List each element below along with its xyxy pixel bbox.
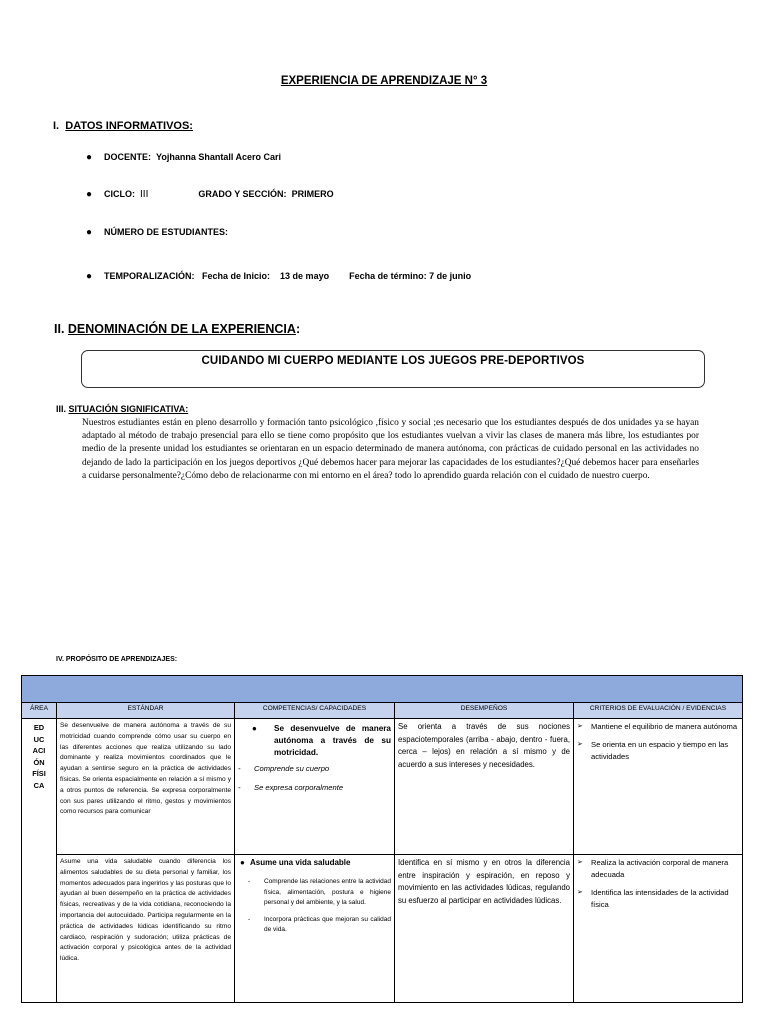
estudiantes-label: NÚMERO DE ESTUDIANTES: (104, 227, 229, 237)
table-row (22, 855, 743, 1003)
competency-title: ● Se desenvuelve de manera autónoma a través de su motricidad. (238, 721, 391, 759)
header-criteria: CRITERIOS DE EVALUACIÓN / EVIDENCIAS (574, 703, 743, 719)
document-title: EXPERIENCIA DE APRENDIZAJE N° 3 (280, 75, 488, 87)
area-text-line: ÓN (33, 757, 45, 767)
standard-cell: Asume una vida saludable cuando diferencia los alimentos saludables de su dieta personal y familiar, los momentos adecuados para ingerirlos y las posturas que lo ayudan al buen desempeño en la práctica de actividades físicas, recreativas y de la vida cotidiana, reconociendo la importancia del autocuidado. Participa regularmente en la práctica de actividades lúdicas identificando su ritmo cardiaco, respiración y sudoración; utiliza prácticas de activación corporal y psicológica antes de la actividad lúdica. (57, 855, 235, 1003)
grado-label: GRADO Y SECCIÓN: (198, 189, 287, 199)
table-row (22, 719, 743, 855)
ciclo-value: III (140, 189, 149, 200)
significant-situation-text: Nuestros estudiantes están en pleno desarrollo y formación tanto psicológico ,físico y social ;es necesario que los estudiantes después de dos unidades ya se hayan adaptado al método de trabajo presencial para ello se tiene como propósito que los estudiantes vuelvan a vivir las clases de manera más libre, los estudiantes por medio de la presente unidad los estudiantes se orientaran en un espacio determinado de manera autónoma, con prácticas de cuidado personal en las actividades no dejando de lado la participación en los juegos deportivos ¿Qué debemos hacer para mejorar las capacidades de los estudiantes?¿Qué debemos hacer para enseñarles a cuidarse personalmente?¿Cómo debo de relacionarme con mi entorno en el área? todo lo aprendido guarda relación con el cuidado de nuestro cuerpo. (82, 418, 699, 481)
section-title: DATOS INFORMATIVOS: (65, 120, 193, 132)
competency-title: ● Asume una vida saludable (240, 858, 351, 867)
arrow-icon: ➢ (577, 889, 583, 896)
section-2-heading (54, 322, 300, 336)
competency-cell (235, 719, 395, 855)
section-number: I. (53, 120, 60, 132)
performance-cell: Identifica en sí mismo y en otros la diferencia entre inspiración y espiración, en reposo y movimiento en las actividades lúdicas, regulando su esfuerzo al participar en actividades lúdicas. (395, 855, 574, 1003)
temporalizacion-label: TEMPORALIZACIÓN: (104, 271, 195, 281)
section-1-heading (53, 120, 193, 132)
criteria-cell (574, 719, 743, 855)
experience-name-box (81, 350, 705, 388)
temporalizacion-row (86, 271, 471, 282)
docente-value: Yojhanna Shantall Acero Cari (156, 152, 282, 162)
bullet-icon: ● (86, 271, 93, 282)
learning-purpose-table (21, 675, 743, 1003)
capacity-item: - Se expresa corporalmente (238, 783, 344, 792)
header-area: ÁREA (22, 703, 57, 719)
competency-cell (235, 855, 395, 1003)
bullet-icon: ● (86, 227, 93, 238)
section-3-heading (56, 404, 188, 414)
section-number: III. (56, 404, 67, 414)
grado-value: PRIMERO (291, 189, 334, 199)
header-performance: DESEMPEÑOS (395, 703, 574, 719)
arrow-icon: ➢ (577, 741, 583, 748)
standard-cell: Se desenvuelve de manera autónoma a través de su motricidad cuando comprende cómo usar su cuerpo en las diferentes acciones que realiza utilizando su lado dominante y realiza movimientos coordinados que le ayudan a sentirse seguro en la práctica de actividades físicas. Se orienta espacialmente en relación a sí mismo y a otros puntos de referencia. Se expresa corporalmente con sus pares utilizando el ritmo, gestos y movimientos como recursos para comunicar (57, 719, 235, 855)
criteria-item: ➢ Se orienta en un espacio y tiempo en las actividades (577, 740, 729, 761)
ciclo-row (86, 189, 334, 200)
criteria-cell (574, 855, 743, 1003)
bullet-icon: ● (86, 152, 93, 163)
area-text-line: CA (33, 780, 45, 790)
criteria-item: ➢ Mantiene el equilibrio de manera autónoma (577, 722, 738, 731)
section-4-heading: IV. PROPÓSITO DE APRENDIZAJES: (56, 656, 178, 663)
section-title: SITUACIÓN SIGNIFICATIVA: (68, 404, 189, 414)
bullet-icon: ● (252, 724, 257, 733)
inicio-label: Fecha de Inicio: (202, 271, 271, 281)
docente-row (86, 152, 281, 163)
inicio-value: 13 de mayo (280, 271, 330, 281)
header-standard: ESTÁNDAR (57, 703, 235, 719)
header-competencies: COMPETENCIAS/ CAPACIDADES (235, 703, 395, 719)
area-text-line: ACI (32, 746, 46, 755)
arrow-icon: ➢ (577, 723, 583, 730)
area-text-line: FÍSI (32, 769, 46, 778)
termino-label: Fecha de término: 7 de junio (349, 271, 472, 281)
area-cell (22, 719, 57, 1003)
capacity-item: - Incorpora prácticas que mejoran su calidad de vida. (248, 915, 391, 933)
criteria-item: ➢ Identifica las intensidades de la actividad física (577, 888, 729, 909)
estudiantes-row (86, 227, 228, 238)
criteria-item: ➢ Realiza la activación corporal de manera adecuada (577, 858, 729, 879)
ciclo-label: CICLO: (104, 189, 135, 199)
docente-label: DOCENTE: (104, 152, 151, 162)
capacity-item: - Comprende las relaciones entre la actividad física, alimentación, postura e higiene personal y del ambiente, y la salud. (248, 878, 391, 906)
arrow-icon: ➢ (577, 859, 583, 866)
bullet-icon: ● (86, 189, 93, 200)
bullet-icon: ● (240, 858, 245, 867)
section-colon: : (295, 322, 301, 336)
section-title: DENOMINACIÓN DE LA EXPERIENCIA (67, 322, 296, 336)
capacity-item: - Comprende su cuerpo (238, 764, 330, 773)
experience-name: CUIDANDO MI CUERPO MEDIANTE LOS JUEGOS PRE-DEPORTIVOS (201, 355, 585, 367)
area-text-line: ED (33, 723, 45, 732)
table-header-row (22, 703, 743, 719)
performance-cell: Se orienta a través de sus nociones espaciotemporales (arriba - abajo, dentro - fuera, cerca – lejos) en relación a sí mismo y de acuerdo a sus intereses y necesidades. (395, 719, 574, 855)
section-number: II. (54, 322, 65, 336)
area-text-line: UC (33, 734, 45, 744)
table-blue-header-bar (22, 676, 743, 703)
